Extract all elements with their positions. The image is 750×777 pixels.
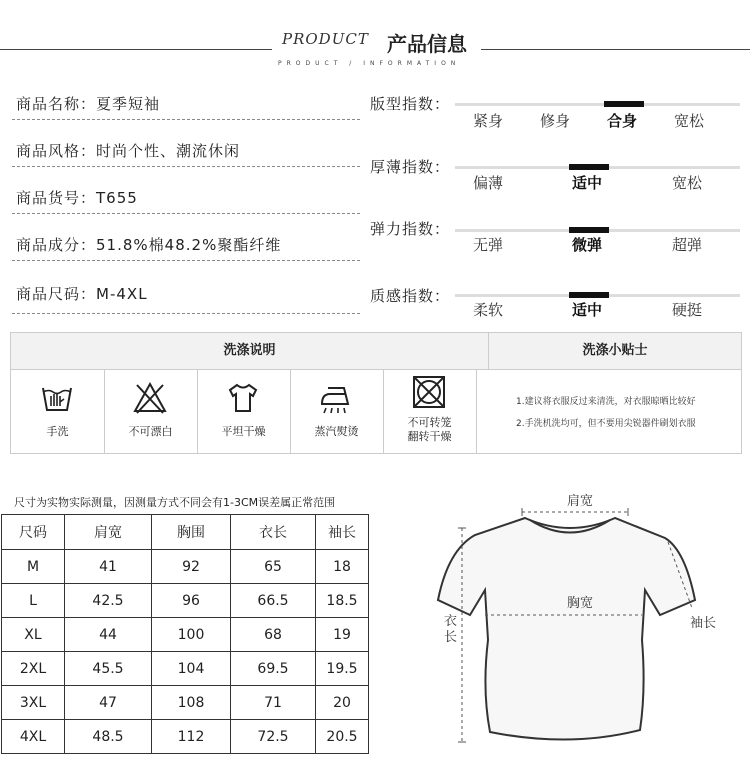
length-cell: 68 (231, 618, 316, 652)
elasticity-option: 超弹 (672, 236, 703, 254)
care-item-no-bleach (104, 370, 198, 453)
elasticity-option-selected: 微弹 (572, 236, 603, 254)
care-item-no-tumble-dry (383, 370, 477, 453)
size-cell: XL (2, 618, 65, 652)
info-label: 商品货号： (16, 189, 97, 207)
elasticity-option: 无弹 (473, 236, 504, 254)
info-row-size (16, 283, 360, 307)
sleeve-cell: 20 (316, 686, 369, 720)
table-row (2, 618, 369, 652)
chest-cell: 104 (152, 652, 231, 686)
size-cell: 4XL (2, 720, 65, 754)
thickness-index-marker (569, 164, 609, 170)
size-note: 尺寸为实物实际测量，因测量方式不同会有1-3CM误差属正常范围 (14, 496, 336, 509)
shoulder-cell: 47 (65, 686, 152, 720)
chest-cell: 108 (152, 686, 231, 720)
diagram-label-length-1: 衣 (444, 614, 458, 629)
care-tips-title: 洗涤小贴士 (489, 333, 741, 370)
header-cell: 尺码 (2, 515, 65, 550)
elasticity-index-marker (569, 227, 609, 233)
info-value: T655 (96, 189, 138, 207)
care-item-label: 不可转笼 (407, 416, 452, 429)
elasticity-index-label: 弹力指数： (370, 220, 451, 238)
length-cell: 72.5 (231, 720, 316, 754)
care-item-label: 不可漂白 (128, 425, 173, 438)
care-item-hand-wash (11, 370, 105, 453)
fit-index-marker (604, 101, 644, 107)
shoulder-cell: 41 (65, 550, 152, 584)
length-cell: 69.5 (231, 652, 316, 686)
care-item-label: 平坦干燥 (221, 425, 266, 438)
info-label: 商品名称： (16, 95, 97, 113)
size-cell: 3XL (2, 686, 65, 720)
care-title: 洗涤说明 (11, 333, 489, 370)
table-row (2, 720, 369, 754)
header-title-en: PRODUCT (282, 30, 369, 48)
table-row (2, 550, 369, 584)
texture-index-label: 质感指数： (370, 287, 451, 305)
diagram-label-shoulder: 肩宽 (567, 494, 594, 509)
size-table (1, 514, 369, 754)
fit-option: 宽松 (674, 112, 705, 130)
shoulder-cell: 48.5 (65, 720, 152, 754)
no-bleach-icon (132, 380, 168, 416)
hand-wash-icon (39, 380, 75, 416)
info-label: 商品尺码： (16, 285, 97, 303)
header-cell: 胸围 (152, 515, 231, 550)
info-label: 商品风格： (16, 142, 97, 160)
care-item-label: 蒸汽熨烫 (314, 425, 359, 438)
header-cell: 袖长 (316, 515, 369, 550)
chest-cell: 92 (152, 550, 231, 584)
info-value: 时尚个性、潮流休闲 (96, 142, 241, 160)
thickness-option: 偏薄 (473, 174, 504, 192)
fit-index-track (455, 103, 740, 106)
flat-dry-icon (225, 380, 261, 416)
diagram-label-length-2: 长 (444, 630, 458, 645)
size-cell: 2XL (2, 652, 65, 686)
header-cell: 肩宽 (65, 515, 152, 550)
info-row-sku (16, 187, 360, 211)
care-item-label: 手洗 (46, 425, 69, 438)
fit-option: 修身 (540, 112, 571, 130)
fit-index-label: 版型指数： (370, 95, 451, 113)
steam-iron-icon (318, 380, 354, 416)
care-tip: 2.手洗机洗均可，但不要用尖锐器件刷划衣服 (516, 419, 696, 429)
info-row-style (16, 140, 360, 164)
info-value: 51.8%棉48.2%聚酯纤维 (96, 236, 282, 254)
size-cell: L (2, 584, 65, 618)
care-item-label-line2: 翻转干燥 (407, 430, 452, 443)
tshirt-outline (438, 518, 695, 740)
sleeve-cell: 19.5 (316, 652, 369, 686)
shoulder-cell: 42.5 (65, 584, 152, 618)
size-table-header (2, 515, 369, 550)
header-subtitle: PRODUCT / INFORMATION (278, 60, 461, 67)
no-tumble-dry-icon (411, 374, 447, 410)
care-item-flat-dry (197, 370, 291, 453)
info-row-name (16, 93, 360, 117)
size-cell: M (2, 550, 65, 584)
info-row-material (16, 234, 360, 258)
chest-cell: 100 (152, 618, 231, 652)
sleeve-cell: 18 (316, 550, 369, 584)
diagram-label-sleeve: 袖长 (690, 616, 717, 631)
texture-option: 柔软 (473, 301, 504, 319)
shoulder-cell: 44 (65, 618, 152, 652)
length-cell: 71 (231, 686, 316, 720)
diagram-label-chest: 胸宽 (567, 596, 594, 611)
info-value: M-4XL (96, 285, 148, 303)
shoulder-cell: 45.5 (65, 652, 152, 686)
table-row (2, 686, 369, 720)
thickness-option: 宽松 (672, 174, 703, 192)
sleeve-cell: 18.5 (316, 584, 369, 618)
length-cell: 65 (231, 550, 316, 584)
chest-cell: 96 (152, 584, 231, 618)
header-title-cn: 产品信息 (387, 32, 467, 56)
sleeve-cell: 19 (316, 618, 369, 652)
texture-index-marker (569, 292, 609, 298)
table-row (2, 652, 369, 686)
info-label: 商品成分： (16, 236, 97, 254)
texture-option: 硬挺 (672, 301, 703, 319)
header-line-left (0, 49, 272, 50)
care-item-steam-iron (290, 370, 384, 453)
header-line-right (481, 49, 750, 50)
care-tip: 1.建议将衣服反过来清洗，对衣服晾晒比较好 (516, 397, 696, 407)
thickness-index-label: 厚薄指数： (370, 158, 451, 176)
care-section (10, 332, 742, 454)
fit-option-selected: 合身 (607, 112, 638, 130)
header-cell: 衣长 (231, 515, 316, 550)
info-value: 夏季短袖 (96, 95, 161, 113)
length-cell: 66.5 (231, 584, 316, 618)
chest-cell: 112 (152, 720, 231, 754)
table-row (2, 584, 369, 618)
fit-option: 紧身 (473, 112, 504, 130)
sleeve-cell: 20.5 (316, 720, 369, 754)
thickness-option-selected: 适中 (572, 174, 603, 192)
texture-option-selected: 适中 (572, 301, 603, 319)
